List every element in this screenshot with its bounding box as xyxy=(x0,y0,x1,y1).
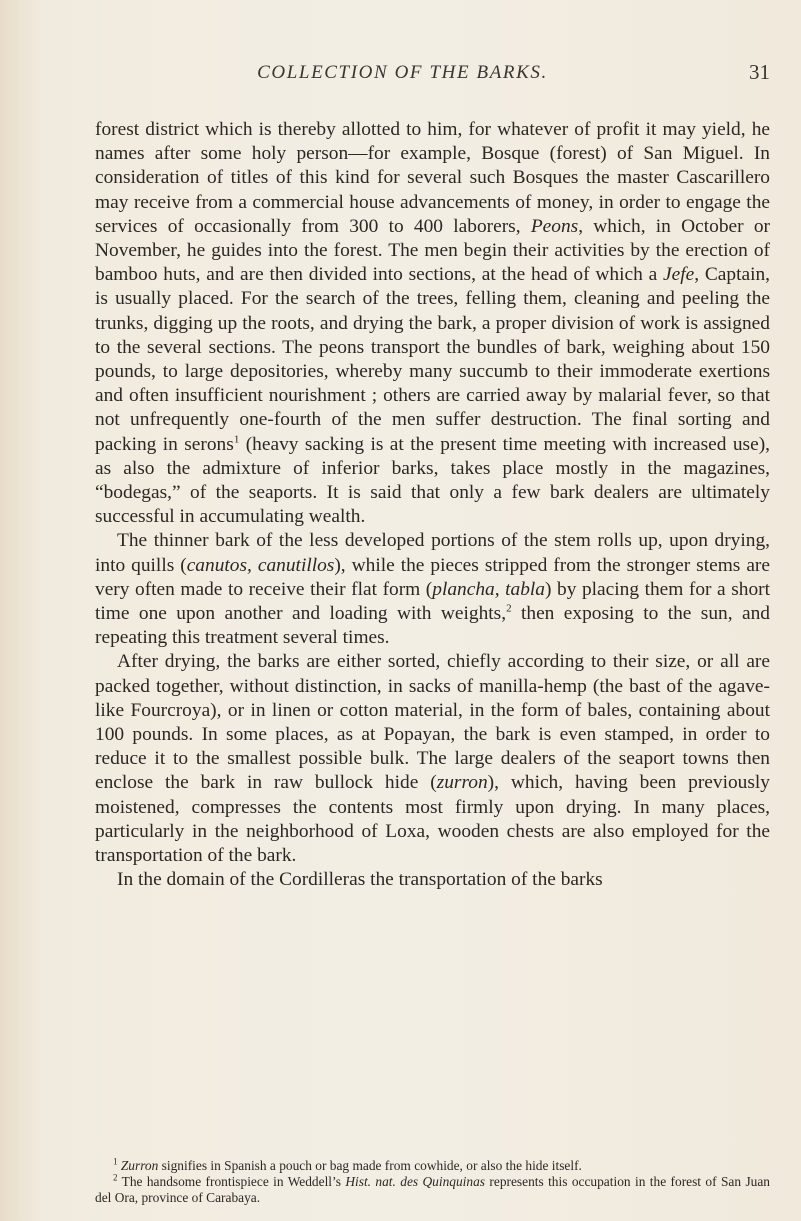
italic-term: zurron xyxy=(436,772,488,794)
paragraph-3: After drying, the barks are either sorted, chiefly according to their size, or all are packed together, without distinction, in sacks of manilla-hemp (the bast of the agave-like Fourcroya), or in linen or cotton material, in the form of bales, containing about 100 pounds. In some places, as at Popayan, the bark is even stamped, in order to reduce it to the smallest possible bulk. The large dealers of the seaport towns then enclose the bark in raw bullock hide (zurron), which, having been previously moistened, compresses the contents most firmly upon drying. In many places, particularly in the neighborhood of Loxa, wooden chests are also employed for the transportation of the bark. xyxy=(95,651,771,867)
paragraph-2: The thinner bark of the less developed portions of the stem rolls up, upon drying, into quills (canutos, canutillos), while the pieces stripped from the stronger stems are very often made to receive their flat form (plancha, tabla) by placing them for a short time one upon another and loading with weights,$^2$ then exposing to the sun, and repeating this treatment several times. xyxy=(95,530,771,649)
footnote-2: $^2$ The handsome frontispiece in Weddell’s Hist. nat. des Quinquinas represents this occupation in the forest of San Juan del Ora, province of Carabaya. xyxy=(95,1172,770,1205)
italic-term: Jefe xyxy=(662,264,695,286)
italic-term: canutos, canutillos xyxy=(186,554,335,576)
paragraph-4: In the domain of the Cordilleras the transportation of the barks xyxy=(117,869,603,891)
paragraph-1: forest district which is thereby allotted to him, for whatever of profit it may yield, he names after some holy person—for example, Bosque (forest) of San Miguel. In consideration of titles of this kind for several such Bosques the master Cascarillero may receive from a commercial house advancements of money, in order to engage the services of occasionally from 300 to 400 laborers, Peons, which, in October or November, he guides into the forest. The men begin their activities by the erection of bamboo huts, and are then divided into sections, at the head of which a Jefe, Captain, is usually placed. For the search of the trees, felling them, cleaning and peeling the trunks, digging up the roots, and drying the bark, a proper division of work is assigned to the several sections. The peons transport the bundles of bark, weighing about 150 pounds, to large depositories, whereby many succumb to their immoderate exertions and often insufficient nourishment ; others are carried away by malarial fever, so that not unfrequently one-fourth of the men suffer destruction. The final sorting and packing in serons$^1$ (heavy sacking is at the present time meeting with increased use), as also the admixture of inferior barks, takes place mostly in the magazines, “bodegas,” of the seaports. It is said that only a few bark dealers are ultimately successful in accumulating wealth. xyxy=(95,119,771,528)
footnote-ref-1: 1 xyxy=(233,433,240,446)
running-head: COLLECTION OF THE BARKS. xyxy=(257,62,548,83)
footnotes xyxy=(95,1158,770,1206)
page-number: 31 xyxy=(749,60,770,84)
italic-term: plancha, tabla xyxy=(432,578,545,600)
italic-term: Peons xyxy=(530,215,579,237)
body-text xyxy=(95,118,770,893)
footnote-ref-2: 2 xyxy=(506,602,512,615)
footnote-1: $^1$ Zurron signifies in Spanish a pouch or bag made from cowhide, or also the hide itself. xyxy=(113,1156,582,1173)
page-header xyxy=(95,62,770,92)
